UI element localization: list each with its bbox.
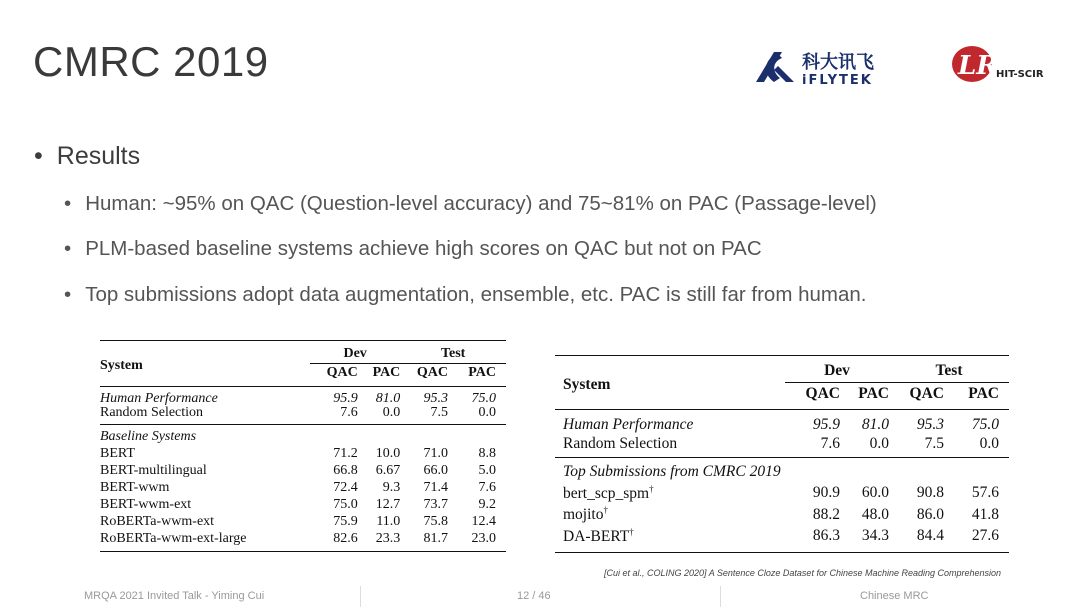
cell: 12.7 [375, 497, 401, 512]
row-name-text: BERT-wwm [100, 480, 170, 495]
top-submissions-table [555, 355, 1009, 553]
cell: 0.0 [382, 405, 401, 420]
slide-title: CMRC 2019 [33, 38, 269, 85]
cell: 27.6 [971, 527, 999, 545]
cell: 8.8 [478, 446, 496, 461]
table-row [555, 480, 1009, 502]
col-header: QAC [909, 384, 944, 402]
cell: 90.8 [916, 484, 944, 502]
cell: 48.0 [861, 505, 889, 523]
group-test: Test [889, 356, 1009, 383]
footer-divider [360, 586, 361, 607]
hit-scir-text: HIT-SCIR [996, 69, 1044, 80]
row-name [100, 461, 310, 478]
cell: 7.6 [820, 434, 840, 452]
cell: 72.4 [333, 480, 358, 495]
cell: 82.6 [333, 531, 358, 546]
cell: 9.3 [382, 480, 401, 495]
row-name [100, 478, 310, 495]
col-header: PAC [372, 365, 401, 380]
cell: 57.6 [971, 484, 999, 502]
row-name-text: BERT [100, 446, 135, 461]
table-row [100, 495, 506, 512]
baseline-results-table [100, 340, 506, 552]
dagger-mark: † [649, 483, 654, 494]
row-name [100, 444, 310, 461]
bullet-dot: • [34, 142, 43, 170]
table-row [555, 523, 1009, 553]
cell: 90.9 [812, 484, 840, 502]
cell: 66.8 [333, 463, 358, 478]
sub-bullet-2 [64, 237, 762, 261]
cell: 71.0 [423, 446, 449, 461]
cell: 12.4 [471, 514, 496, 529]
cell: 95.3 [916, 416, 944, 433]
dagger-mark: † [603, 505, 608, 516]
col-header: QAC [326, 365, 358, 380]
col-header: QAC [805, 384, 840, 402]
cell: 75.0 [471, 391, 496, 406]
group-dev: Dev [310, 341, 400, 364]
cell: 11.0 [376, 514, 401, 529]
iflytek-en-text: iFLYTEK [802, 73, 873, 88]
row-name [100, 529, 310, 552]
row-name [555, 480, 785, 502]
sub-bullet-text: Top submissions adopt data augmentation, ensemble, etc. PAC is still far from human. [85, 283, 867, 306]
cell: 86.0 [916, 505, 944, 523]
footer-left: MRQA 2021 Invited Talk - Yiming Cui [84, 590, 265, 602]
cell: 88.2 [812, 505, 840, 523]
row-name: Random Selection [563, 434, 678, 452]
cell: 41.8 [971, 505, 999, 523]
bullet-dot: • [64, 237, 72, 260]
cell: 84.4 [916, 527, 944, 545]
sub-bullet-1 [64, 192, 877, 216]
cell: 23.0 [471, 531, 496, 546]
table-row [100, 529, 506, 552]
bullet-results-text: Results [56, 142, 141, 170]
row-name-text: RoBERTa-wwm-ext [100, 514, 215, 529]
hit-scir-logo [950, 40, 1065, 88]
table-row [100, 512, 506, 529]
cell: 5.0 [478, 463, 496, 478]
section-label: Baseline Systems [100, 429, 197, 444]
row-name [100, 512, 310, 529]
cell: 0.0 [979, 434, 999, 452]
cell: 71.2 [333, 446, 358, 461]
dagger-mark: † [629, 526, 634, 537]
cell: 71.4 [423, 480, 449, 495]
table-row [555, 501, 1009, 523]
cell: 66.0 [423, 463, 449, 478]
cell: 95.9 [812, 416, 840, 433]
bullet-dot: • [64, 283, 72, 306]
cell: 81.0 [375, 391, 401, 406]
row-name-text: bert_scp_spm [563, 484, 650, 502]
cell: 75.0 [333, 497, 358, 512]
cell: 75.8 [423, 514, 449, 529]
cell: 34.3 [861, 527, 889, 545]
cell: 95.9 [333, 391, 358, 406]
row-name: Human Performance [100, 391, 218, 406]
cell: 81.7 [423, 531, 449, 546]
hit-mark: LR [958, 51, 998, 81]
row-name-text: mojito [563, 506, 604, 524]
cell: 7.5 [924, 434, 944, 452]
row-name [100, 495, 310, 512]
cell: 9.2 [478, 497, 496, 512]
cell: 75.0 [971, 416, 999, 433]
cell: 23.3 [375, 531, 401, 546]
cell: 10.0 [375, 446, 401, 461]
table-row [100, 461, 506, 478]
row-name-text: DA-BERT [563, 527, 630, 545]
col-header: PAC [468, 365, 496, 380]
bullet-dot: • [64, 192, 72, 215]
cell: 60.0 [861, 484, 889, 502]
cell: 95.3 [423, 391, 449, 406]
footer [0, 586, 1080, 607]
citation: [Cui et al., COLING 2020] A Sentence Cloze Dataset for Chinese Machine Reading Comprehension [604, 568, 1002, 578]
cell: 73.7 [423, 497, 449, 512]
sub-bullet-text: PLM-based baseline systems achieve high scores on QAC but not on PAC [85, 237, 762, 260]
row-name-text: BERT-multilingual [100, 463, 207, 478]
row-name-text: BERT-wwm-ext [100, 497, 192, 512]
cell: 7.5 [430, 405, 449, 420]
cell: 6.67 [375, 463, 401, 478]
table-row [100, 478, 506, 495]
footer-divider [720, 586, 721, 607]
cell: 86.3 [812, 527, 840, 545]
section-label: Top Submissions from CMRC 2019 [563, 463, 781, 480]
col-system: System [563, 375, 611, 393]
sub-bullet-text: Human: ~95% on QAC (Question-level accuracy) and 75~81% on PAC (Passage-level) [85, 192, 877, 215]
table-row [100, 444, 506, 461]
footer-right: Chinese MRC [860, 590, 929, 602]
group-dev: Dev [785, 356, 889, 383]
row-name: Human Performance [563, 416, 694, 433]
col-header: QAC [416, 365, 449, 380]
cell: 81.0 [861, 416, 889, 433]
col-header: PAC [858, 384, 889, 402]
iflytek-cn-text: 科大讯飞 [802, 52, 874, 73]
footer-page-number: 12 / 46 [517, 590, 551, 602]
cell: 0.0 [869, 434, 889, 452]
sub-bullet-3 [64, 283, 866, 307]
row-name: Random Selection [100, 405, 204, 420]
cell: 7.6 [478, 480, 496, 495]
bullet-results [34, 142, 140, 171]
iflytek-logo [752, 44, 902, 90]
col-header: PAC [968, 384, 999, 402]
group-test: Test [400, 341, 506, 364]
cell: 0.0 [478, 405, 496, 420]
row-name-text: RoBERTa-wwm-ext-large [100, 531, 247, 546]
row-name [555, 523, 785, 553]
row-name [555, 501, 785, 523]
cell: 75.9 [333, 514, 358, 529]
cell: 7.6 [340, 405, 358, 420]
col-system: System [100, 357, 143, 373]
